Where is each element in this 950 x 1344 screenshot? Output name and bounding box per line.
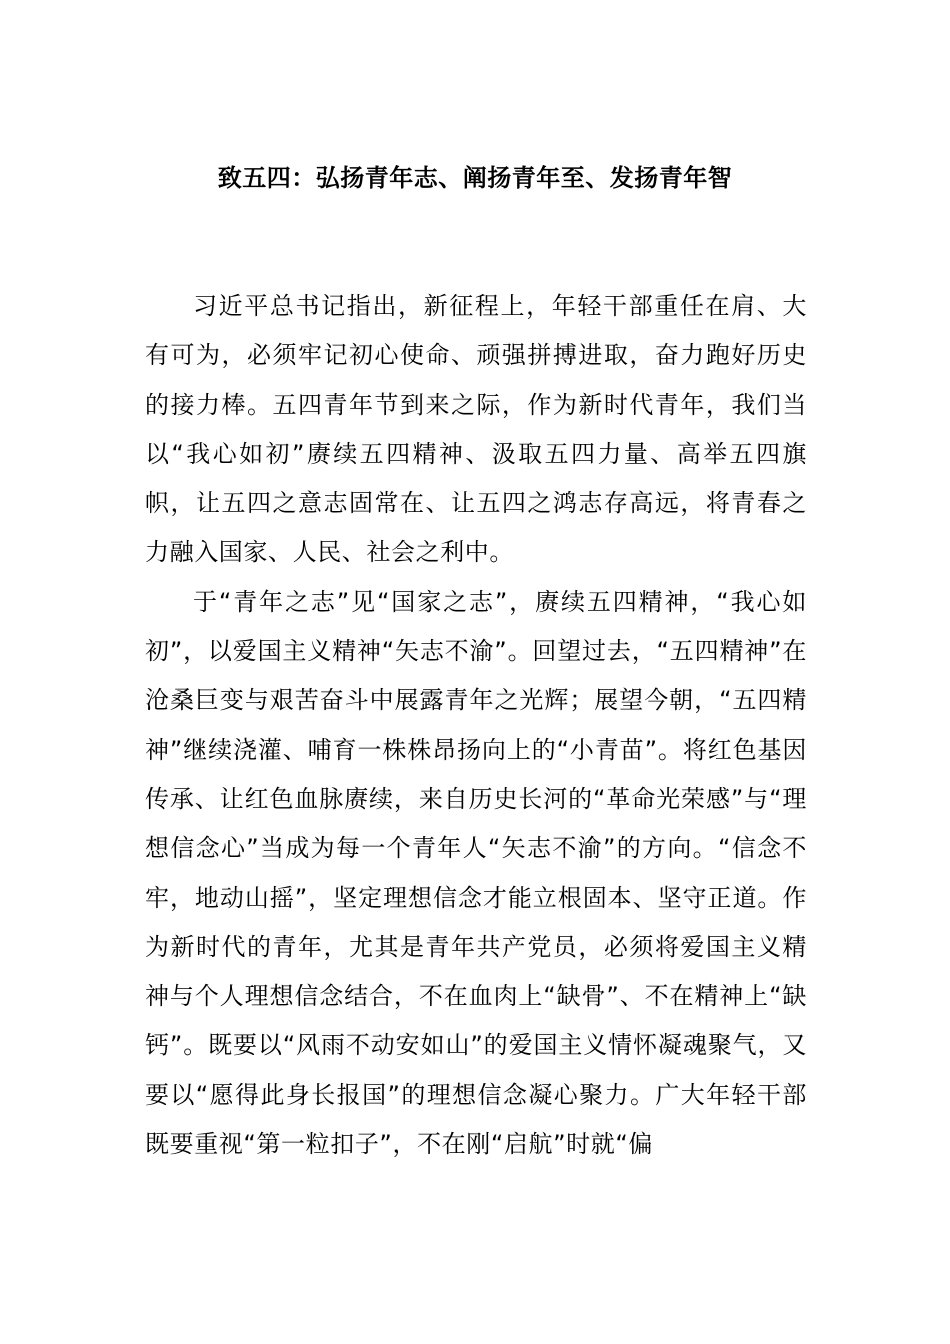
paragraph-1: 习近平总书记指出，新征程上，年轻干部重任在肩、大有可为，必须牢记初心使命、顽强拼搏进取，奋力跑好历史的接力棒。五四青年节到来之际，作为新时代青年，我们当以“我心如初”赓续五四精神、汲取五四力量、高举五四旗帜，让五四之意志固常在、让五四之鸿志存高远，将青春之力融入国家、人民、社会之利中。 <box>145 292 807 567</box>
document-title: 致五四：弘扬青年志、阐扬青年至、发扬青年智 <box>217 164 733 192</box>
document-body <box>145 282 807 1169</box>
paragraph-2: 于“青年之志”见“国家之志”，赓续五四精神，“我心如初”，以爱国主义精神“矢志不渝”。回望过去，“五四精神”在沧桑巨变与艰苦奋斗中展露青年之光辉；展望今朝，“五四精神”继续浇灌、哺育一株株昂扬向上的“小青苗”。将红色基因传承、让红色血脉赓续，来自历史长河的“革命光荣感”与“理想信念心”当成为每一个青年人“矢志不渝”的方向。“信念不牢，地动山摇”，坚定理想信念才能立根固本、坚守正道。作为新时代的青年，尤其是青年共产党员，必须将爱国主义精神与个人理想信念结合，不在血肉上“缺骨”、不在精神上“缺钙”。既要以“风雨不动安如山”的爱国主义情怀凝魂聚气，又要以“愿得此身长报国”的理想信念凝心聚力。广大年轻干部既要重视“第一粒扣子”，不在刚“启航”时就“偏 <box>145 587 807 1159</box>
